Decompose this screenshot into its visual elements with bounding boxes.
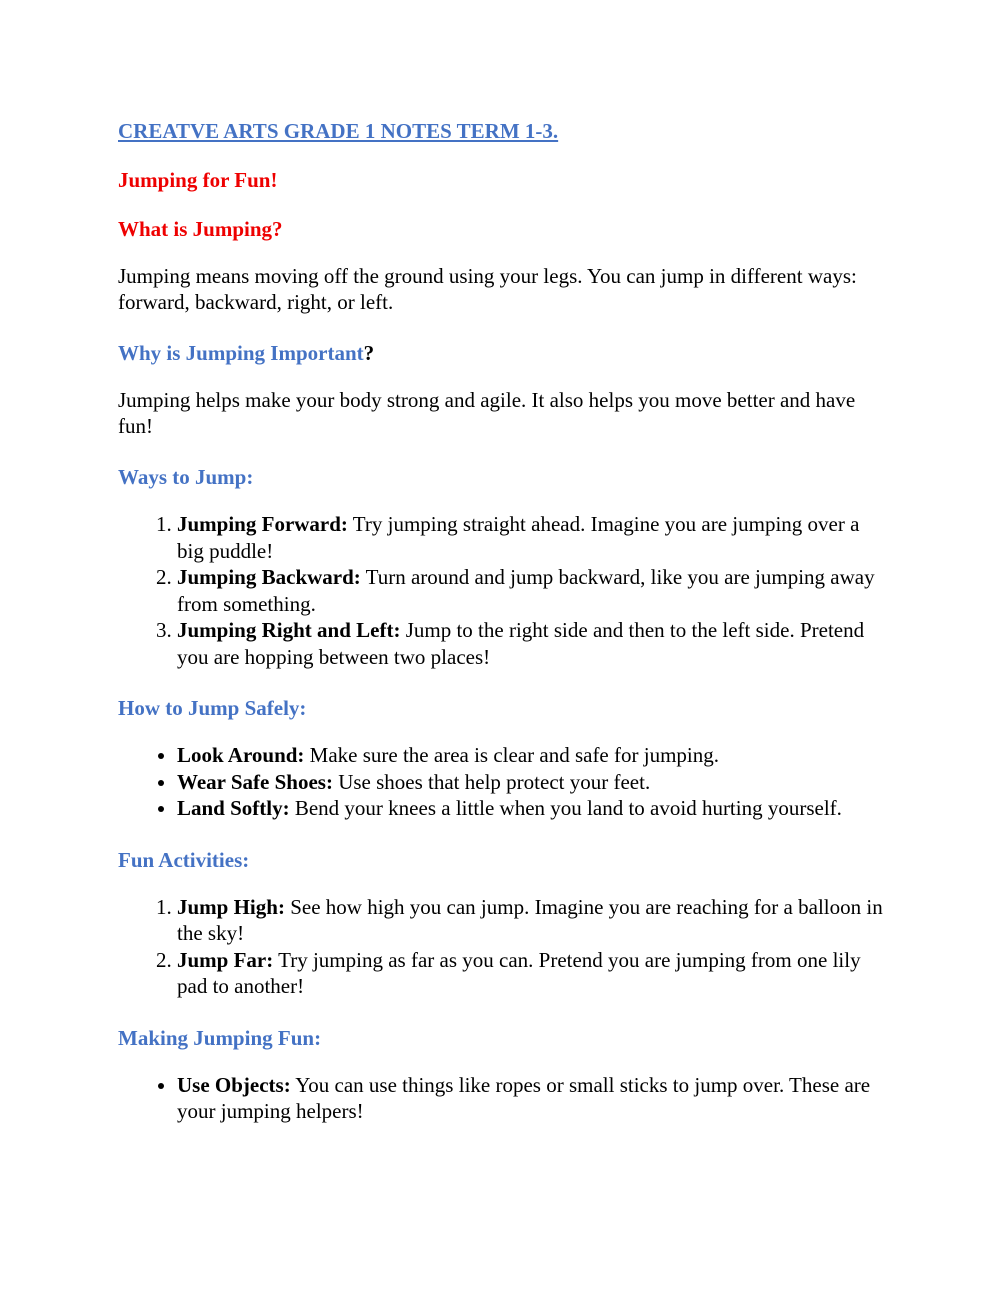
list-item	[177, 511, 888, 564]
heading-ways-to-jump: Ways to Jump:	[118, 465, 254, 489]
document-title: CREATVE ARTS GRADE 1 NOTES TERM 1-3.	[118, 119, 559, 143]
list-item-text: Use shoes that help protect your feet.	[332, 769, 651, 794]
heading-fun-activities: Fun Activities:	[118, 847, 250, 872]
list-item	[177, 947, 888, 1000]
list-item-term: Use Objects:	[177, 1072, 291, 1097]
list-item	[177, 742, 888, 769]
list-item	[177, 769, 888, 796]
list-item-term: Jumping Right and Left:	[177, 618, 401, 642]
list-item-text: Turn around and jump backward, like you are jumping away from something.	[177, 565, 875, 616]
heading-why-important-text: Why is Jumping Important	[118, 341, 364, 365]
fun-activities-list	[118, 894, 888, 1000]
list-item-term: Land Softly:	[177, 796, 290, 820]
heading-why-important-question-mark: ?	[363, 341, 375, 365]
list-item-term: Wear Safe Shoes:	[177, 769, 333, 794]
jump-safely-list	[118, 742, 888, 822]
paragraph-what-is-jumping: Jumping means moving off the ground using your legs. You can jump in different ways: forward, backward, right, or left.	[118, 264, 857, 314]
list-item	[177, 894, 888, 947]
list-item-text: Jump to the right side and then to the left side. Pretend you are hopping between two places!	[177, 618, 865, 669]
list-item	[177, 617, 888, 670]
list-item-text: Try jumping as far as you can. Pretend you are jumping from one lily pad to another!	[177, 947, 861, 998]
document-page	[118, 116, 888, 1148]
heading-what-is-jumping: What is Jumping?	[118, 217, 283, 241]
list-item	[177, 564, 888, 617]
list-item-text: Try jumping straight ahead. Imagine you are jumping over a big puddle!	[177, 512, 860, 563]
ways-to-jump-list	[118, 511, 888, 670]
list-item-term: Look Around:	[177, 743, 305, 767]
list-item-text: Make sure the area is clear and safe for jumping.	[304, 743, 719, 767]
list-item-text: See how high you can jump. Imagine you are reaching for a balloon in the sky!	[177, 894, 883, 945]
making-jumping-fun-list	[118, 1072, 888, 1125]
heading-why-important	[118, 338, 888, 368]
list-item-term: Jump Far:	[177, 947, 274, 972]
list-item	[177, 795, 888, 822]
heading-making-jumping-fun: Making Jumping Fun:	[118, 1025, 322, 1050]
paragraph-why-important: Jumping helps make your body strong and agile. It also helps you move better and have fun!	[118, 388, 856, 438]
list-item-text: Bend your knees a little when you land to avoid hurting yourself.	[289, 796, 842, 820]
list-item-term: Jumping Backward:	[177, 565, 361, 589]
list-item	[177, 1072, 888, 1125]
heading-jumping-for-fun: Jumping for Fun!	[118, 168, 278, 192]
list-item-term: Jump High:	[177, 894, 285, 919]
heading-jump-safely: How to Jump Safely:	[118, 696, 307, 720]
list-item-term: Jumping Forward:	[177, 512, 348, 536]
list-item-text: You can use things like ropes or small sticks to jump over. These are your jumping helpers!	[177, 1072, 871, 1123]
